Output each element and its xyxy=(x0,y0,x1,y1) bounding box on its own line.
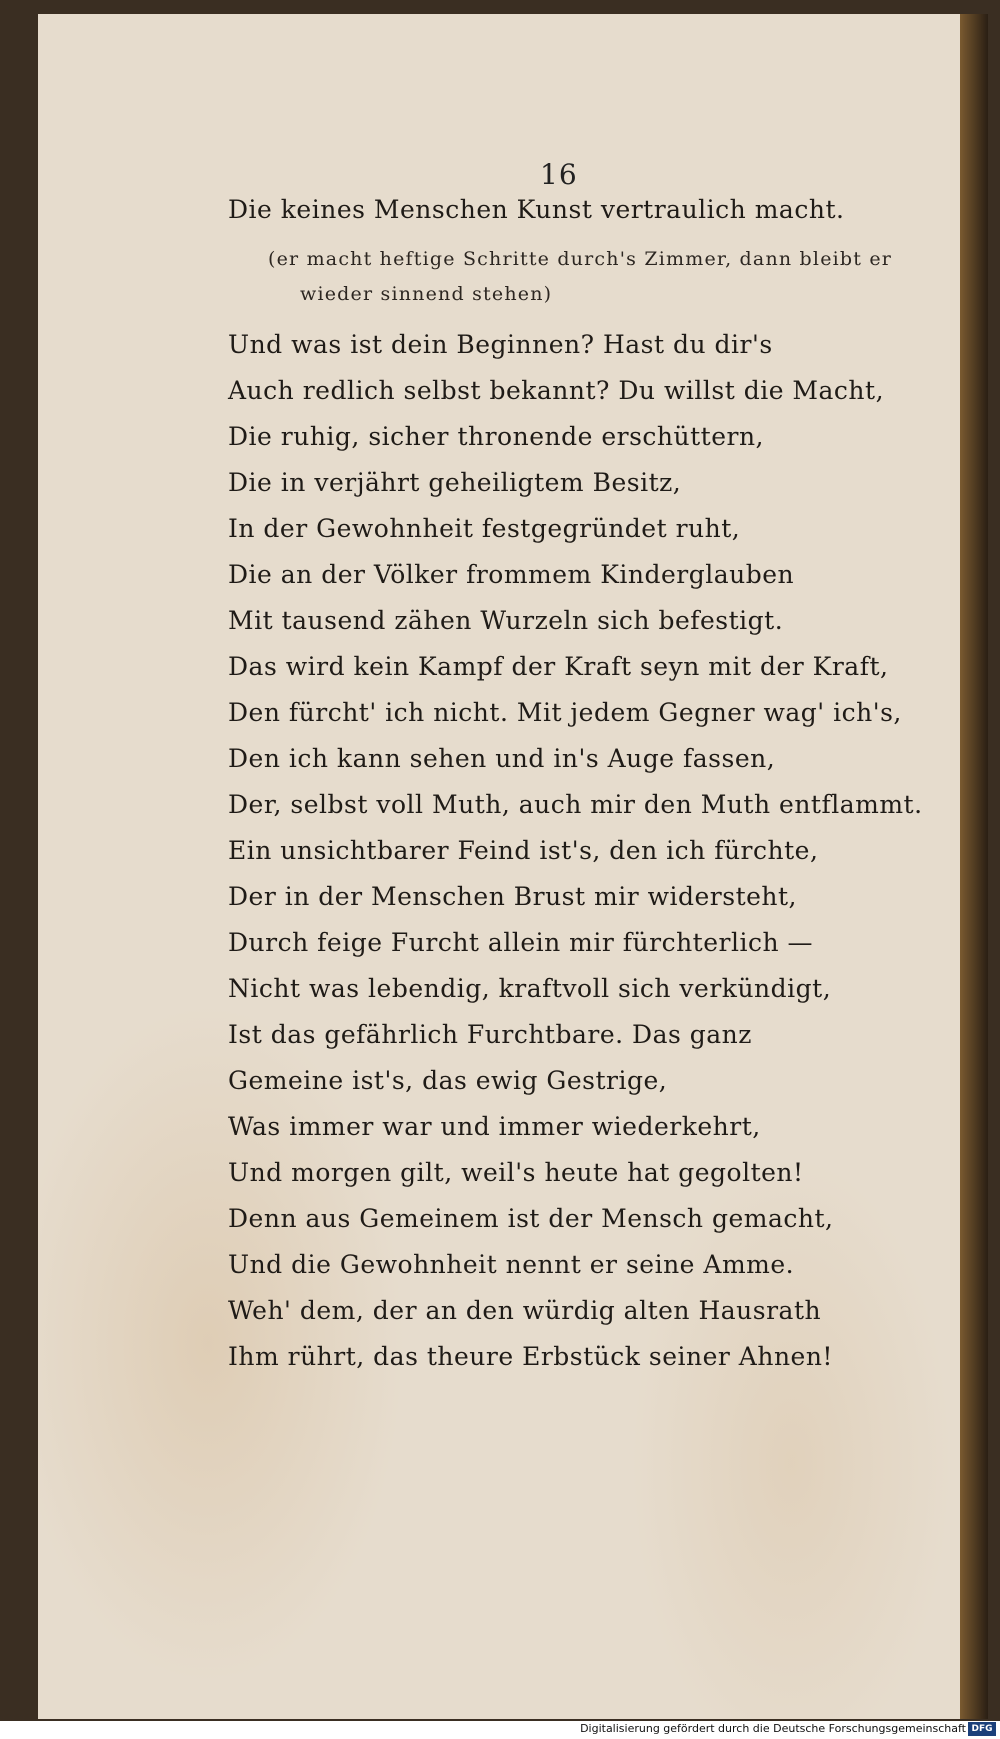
verse-line: In der Gewohnheit festgegründet ruht, xyxy=(228,514,741,543)
book-edge xyxy=(960,14,988,1719)
verse-line: Denn aus Gemeinem ist der Mensch gemacht, xyxy=(228,1204,834,1233)
verse-line: Und was ist dein Beginnen? Hast du dir's xyxy=(228,330,773,359)
verse-line: Ihm rührt, das theure Erbstück seiner Ahnen! xyxy=(228,1342,833,1371)
stage-direction-line-1: (er macht heftige Schritte durch's Zimmer, dann bleibt er xyxy=(268,248,893,270)
stage-direction-line-2: wieder sinnend stehen) xyxy=(300,283,553,305)
verse-line: Den ich kann sehen und in's Auge fassen, xyxy=(228,744,776,773)
verse-line: Mit tausend zähen Wurzeln sich befestigt. xyxy=(228,606,784,635)
verse-line: Die an der Völker frommem Kinderglauben xyxy=(228,560,795,589)
digitization-credit: Digitalisierung gefördert durch die Deutsche Forschungsgemeinschaft xyxy=(580,1722,966,1735)
verse-line: Ist das gefährlich Furchtbare. Das ganz xyxy=(228,1020,752,1049)
verse-line: Der, selbst voll Muth, auch mir den Muth entflammt. xyxy=(228,790,923,819)
verse-line: Auch redlich selbst bekannt? Du willst die Macht, xyxy=(228,376,885,405)
verse-line: Ein unsichtbarer Feind ist's, den ich fürchte, xyxy=(228,836,819,865)
verse-line: Das wird kein Kampf der Kraft seyn mit der Kraft, xyxy=(228,652,889,681)
verse-line: Nicht was lebendig, kraftvoll sich verkündigt, xyxy=(228,974,832,1003)
verse-line: Gemeine ist's, das ewig Gestrige, xyxy=(228,1066,668,1095)
verse-line: Der in der Menschen Brust mir widersteht, xyxy=(228,882,797,911)
text-line-opening: Die keines Menschen Kunst vertraulich macht. xyxy=(228,195,845,224)
dfg-logo: DFG xyxy=(968,1722,996,1736)
verse-line: Durch feige Furcht allein mir fürchterlich — xyxy=(228,928,814,957)
verse-line: Die ruhig, sicher thronende erschüttern, xyxy=(228,422,765,451)
verse-line: Den fürcht' ich nicht. Mit jedem Gegner wag' ich's, xyxy=(228,698,902,727)
verse-line: Weh' dem, der an den würdig alten Hausrath xyxy=(228,1296,822,1325)
page-number: 16 xyxy=(540,158,578,191)
verse-line: Und die Gewohnheit nennt er seine Amme. xyxy=(228,1250,795,1279)
verse-line: Was immer war und immer wiederkehrt, xyxy=(228,1112,761,1141)
verse-line: Die in verjährt geheiligtem Besitz, xyxy=(228,468,682,497)
verse-line: Und morgen gilt, weil's heute hat gegolten! xyxy=(228,1158,804,1187)
